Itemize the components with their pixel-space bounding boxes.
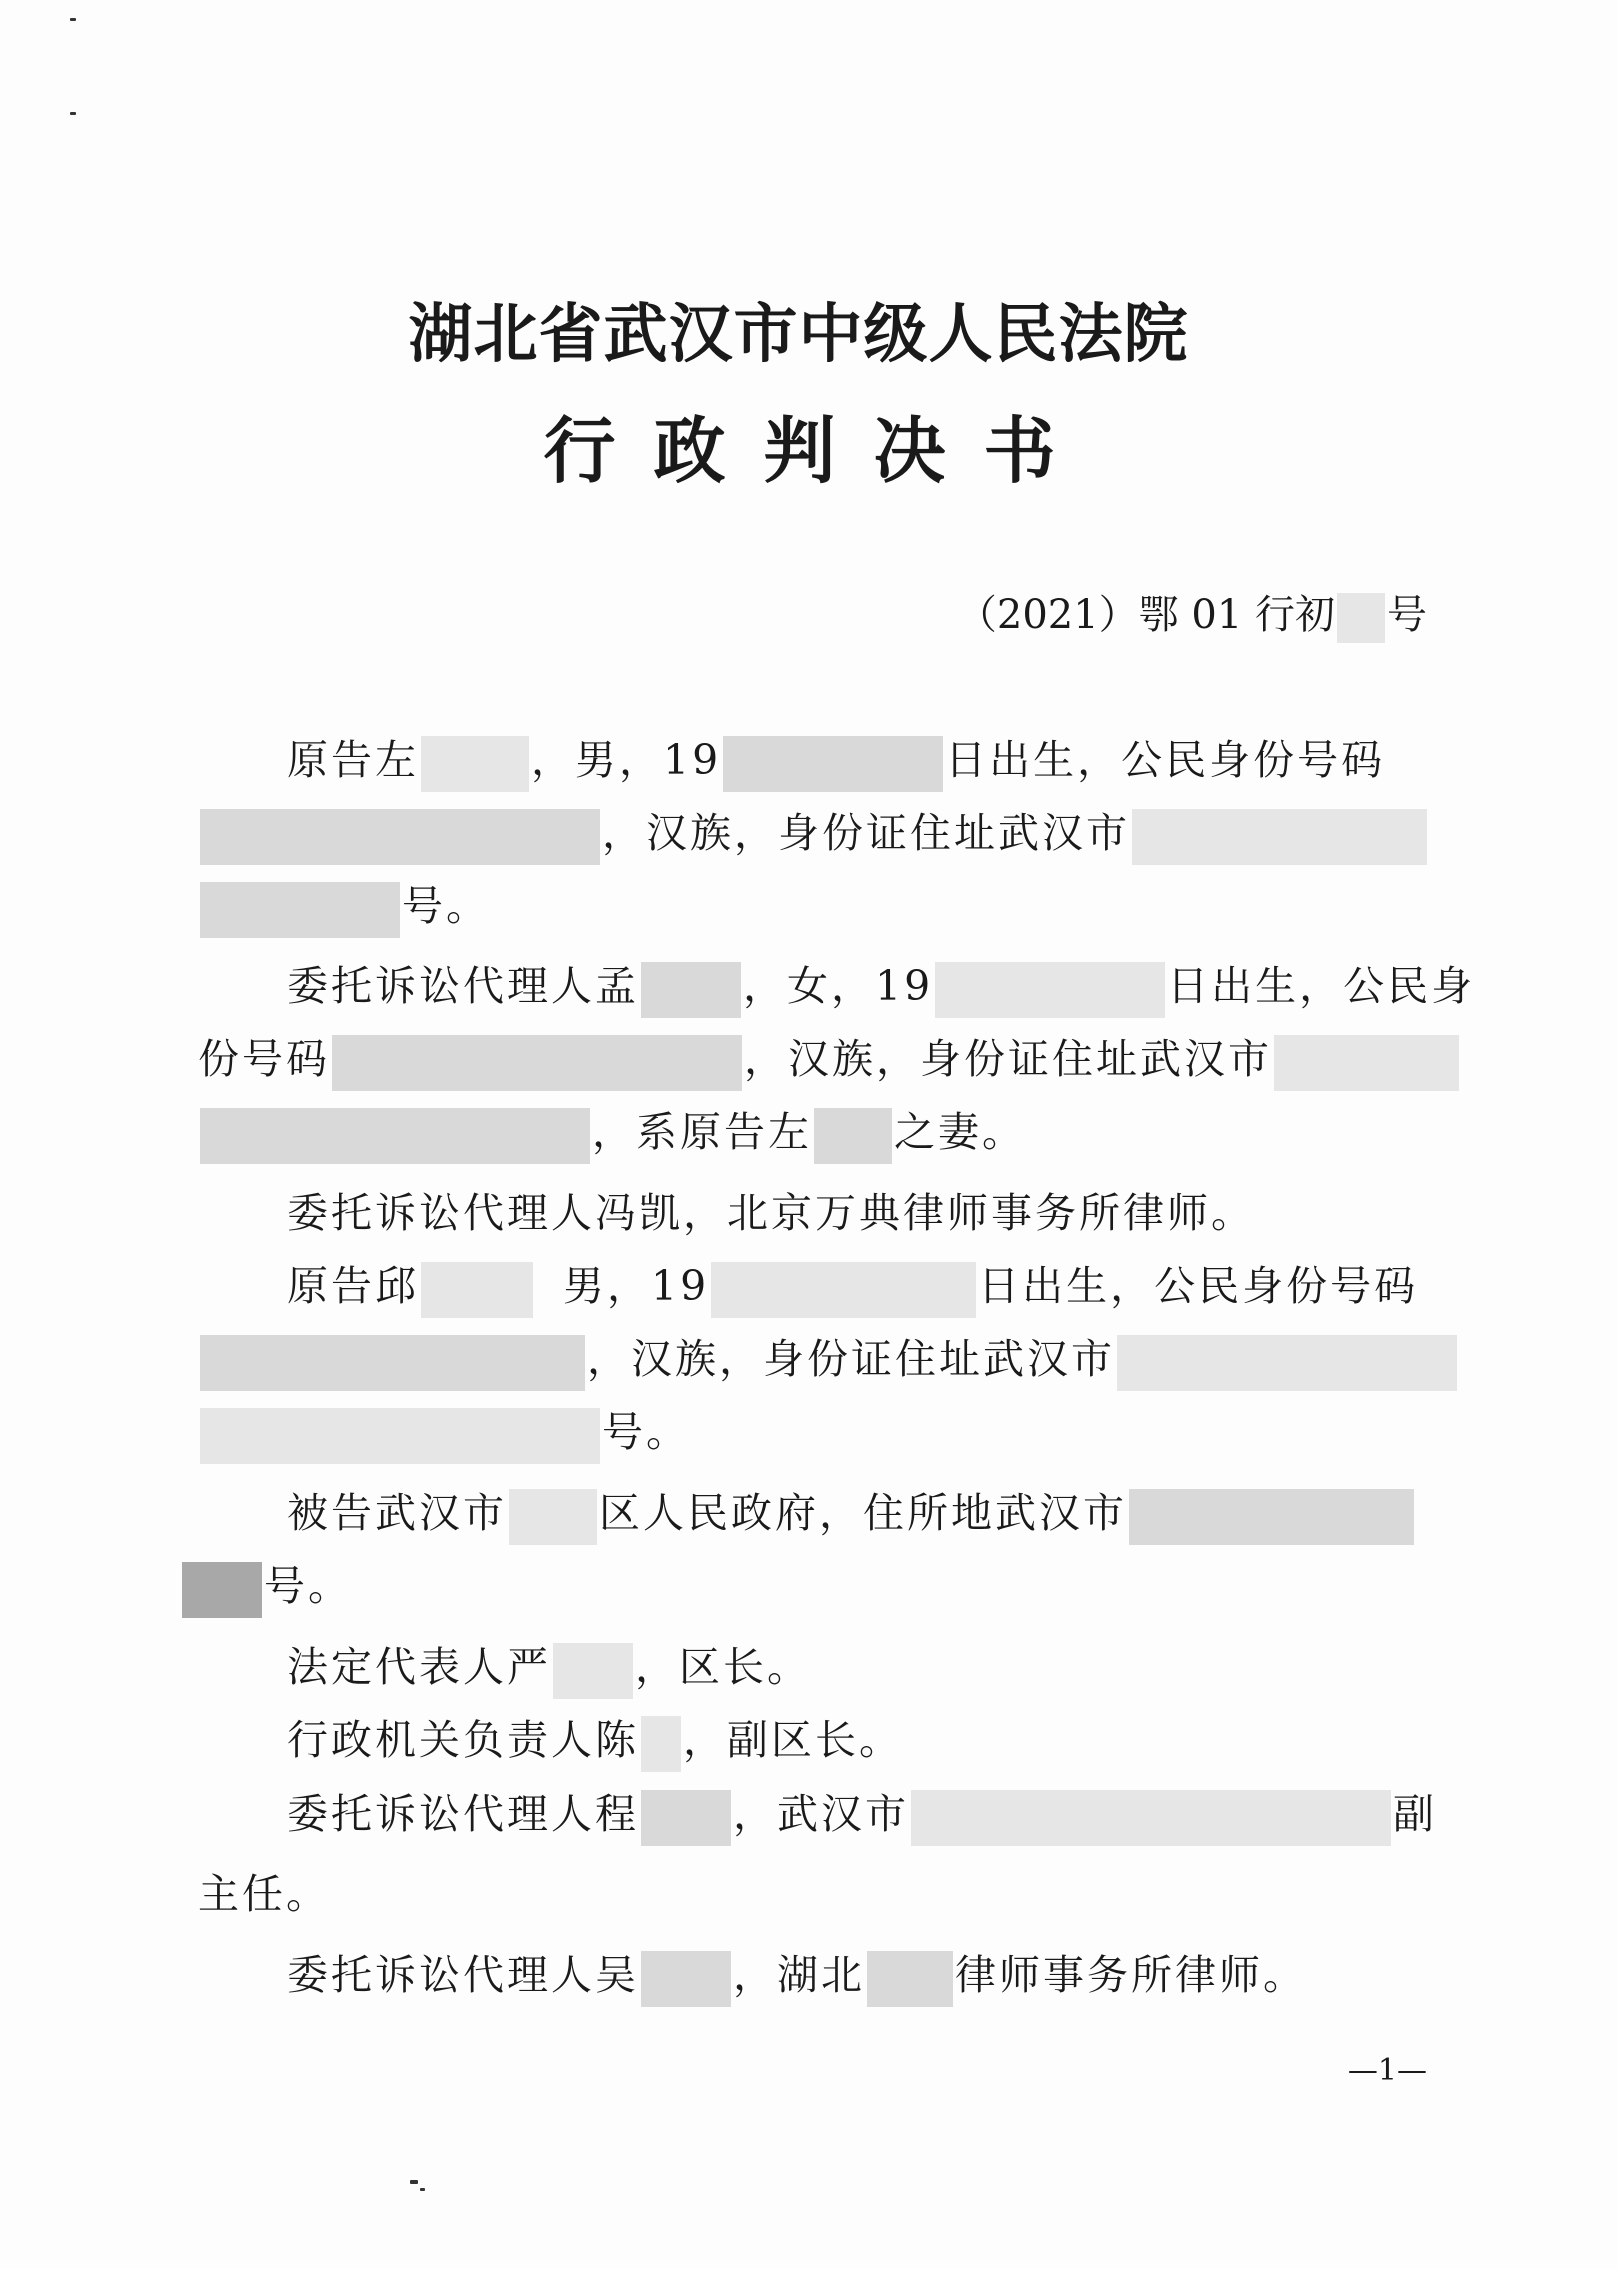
- redacted-block: [509, 1489, 597, 1545]
- text-run: 号。: [602, 1408, 690, 1456]
- text-run: 日出生，公民身: [1167, 962, 1476, 1010]
- plaintiff-2-line-1: [287, 1253, 1418, 1318]
- text-run: 号。: [402, 882, 490, 930]
- text-run: ，湖北: [733, 1951, 865, 1999]
- redacted-block: [723, 736, 943, 792]
- text-run: ，副区长。: [683, 1716, 903, 1764]
- text-run: 法定代表人严: [287, 1643, 551, 1691]
- agent-3-line-1: [287, 1781, 1437, 1846]
- text-run: 原告左: [287, 736, 419, 784]
- text-run: 男，19: [563, 1262, 710, 1310]
- redacted-block: [1337, 593, 1385, 643]
- redacted-block: [814, 1108, 892, 1164]
- redacted-block: [200, 882, 400, 938]
- court-name: 湖北省武汉市中级人民法院: [408, 298, 1189, 372]
- redacted-block: [1132, 809, 1427, 865]
- redacted-block: [641, 1716, 681, 1772]
- redacted-block: [200, 1335, 585, 1391]
- redacted-block: [553, 1643, 633, 1699]
- plaintiff-1-line-3: [198, 873, 490, 938]
- redacted-block: [200, 809, 600, 865]
- agent-3-line-2: 主任。: [198, 1870, 330, 1918]
- redacted-block: [641, 1951, 731, 2007]
- text-run: 律师事务所律师。: [955, 1951, 1307, 1999]
- redacted-block: [1129, 1489, 1414, 1545]
- defendant-line-1: [287, 1480, 1416, 1545]
- redacted-block: [182, 1562, 262, 1618]
- text-run: 行政机关负责人陈: [287, 1716, 639, 1764]
- page-number: —1—: [1347, 2053, 1427, 2088]
- case-number: [957, 583, 1427, 643]
- plaintiff-1-line-1: [287, 727, 1385, 792]
- redacted-block: [1117, 1335, 1457, 1391]
- plaintiff-2-line-3: [198, 1399, 690, 1464]
- scan-speck: [70, 18, 76, 21]
- case-number-prefix: （2021）鄂 01 行初: [956, 592, 1335, 638]
- redacted-block: [200, 1108, 590, 1164]
- redacted-block: [711, 1262, 976, 1318]
- agency-head-line: [287, 1707, 903, 1772]
- redacted-block: [911, 1790, 1391, 1846]
- redacted-block: [641, 1790, 731, 1846]
- agent-1-line-1: [287, 953, 1475, 1018]
- scan-speck: [70, 112, 76, 115]
- redacted-block: [421, 1262, 533, 1318]
- redacted-block: [867, 1951, 953, 2007]
- document-type-title: 行政判决书: [543, 409, 1094, 493]
- plaintiff-1-line-2: [198, 800, 1429, 865]
- agent-1-line-3: [198, 1099, 1026, 1164]
- scan-speck: [410, 2180, 418, 2184]
- text-run: ，武汉市: [733, 1790, 909, 1838]
- text-run: 之妻。: [894, 1108, 1026, 1156]
- redacted-block: [641, 962, 741, 1018]
- text-run: 日出生，公民身份号码: [978, 1262, 1419, 1310]
- text-run: ，汉族，身份证住址武汉市: [602, 809, 1130, 857]
- text-run: ，系原告左: [592, 1108, 812, 1156]
- text-run: 委托诉讼代理人吴: [287, 1951, 639, 1999]
- redacted-block: [332, 1035, 742, 1091]
- text-run: ，汉族，身份证住址武汉市: [744, 1035, 1272, 1083]
- redacted-block: [1274, 1035, 1459, 1091]
- text-run: 份号码: [198, 1035, 330, 1083]
- agent-4-line: [287, 1942, 1307, 2007]
- legal-representative-line: [287, 1634, 811, 1699]
- text-run: ，男，19: [531, 736, 722, 784]
- text-run: 副: [1393, 1790, 1437, 1838]
- case-number-suffix: 号: [1387, 592, 1427, 638]
- scan-speck: [420, 2188, 425, 2191]
- redacted-block: [935, 962, 1165, 1018]
- redacted-block: [421, 736, 529, 792]
- agent-2-line: 委托诉讼代理人冯凯，北京万典律师事务所律师。: [287, 1189, 1255, 1237]
- text-run: ，区长。: [635, 1643, 811, 1691]
- text-run: 委托诉讼代理人程: [287, 1790, 639, 1838]
- text-run: 日出生，公民身份号码: [945, 736, 1386, 784]
- redacted-block: [200, 1408, 600, 1464]
- agent-1-line-2: [198, 1026, 1461, 1091]
- text-run: 委托诉讼代理人孟: [287, 962, 639, 1010]
- text-run: ，汉族，身份证住址武汉市: [587, 1335, 1115, 1383]
- text-run: 区人民政府，住所地武汉市: [599, 1489, 1127, 1537]
- plaintiff-2-line-2: [198, 1326, 1459, 1391]
- text-run: 原告邱: [287, 1262, 419, 1310]
- text-run: ，女，19: [743, 962, 934, 1010]
- text-run: 号。: [264, 1562, 352, 1610]
- text-run: 被告武汉市: [287, 1489, 507, 1537]
- defendant-line-2: [180, 1553, 352, 1618]
